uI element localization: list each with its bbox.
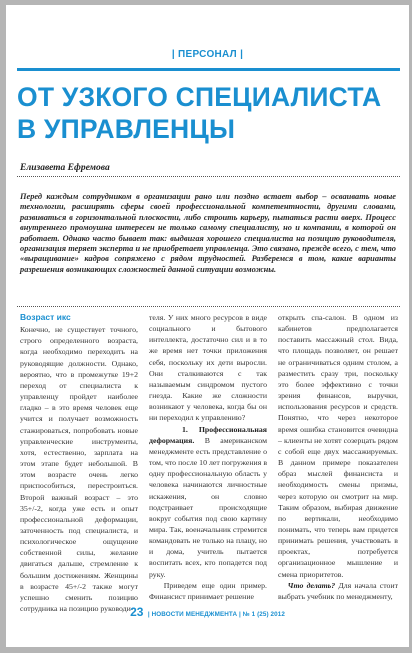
magazine-page	[6, 5, 409, 647]
column-3	[278, 312, 398, 602]
numbered-heading-deformation: 1. Профессиональная деформация.	[149, 424, 267, 445]
column-1	[20, 312, 138, 614]
section-label: | ПЕРСОНАЛ |	[171, 49, 244, 60]
question-label: Что делать?	[287, 580, 336, 590]
column-2-text-c-content: Приведем еще один пример. Финансист принимает решение	[149, 580, 267, 601]
column-1-text: Конечно, не существует точного, строго определенного возраста, когда необходимо переходить на руководящие должности. Однако, вероятно, что в промежутке 19+2 переход от специалиста к управленцу пройдет наиболее гладко – в это время человек еще учится и получает возможность стажироваться, попробовать новые управленческие инструменты, хотя, естественно, зарплата на этом этапе будет небольшой. В этом возрасте очень легко приспособиться, перестроиться. Второй важный возраст – это 35+/-2, когда уже есть и опыт профессиональной деформации, заточенность под специалиста, и психологическое ощущение собственной силы, желание двигаться дальше, стремление к большим достижениям. Женщины в возрасте 45+/-2 также могут успешно сменить позицию сотрудника на позицию руководи-	[20, 325, 138, 614]
author-divider	[17, 176, 400, 177]
lead-divider	[17, 306, 400, 307]
page-number: 23	[130, 605, 144, 619]
page-footer	[6, 603, 409, 621]
column-3-question	[278, 580, 398, 602]
title-rule	[17, 68, 400, 71]
column-2-text-b: В американском менеджменте есть представление о том, что после 10 лет погружения в одну профессиональную область у человека начинаются личностные искажения, он словно подстраивает происходящие вокруг события под свою картину мира. Так, военачальник стремится командовать не только на плацу, но и дома, учитель пытается воспитать всех, кто попадется под руку.	[149, 435, 268, 579]
title-line-1: ОТ УЗКОГО СПЕЦИАЛИСТА	[17, 82, 382, 112]
question-text: Для начала стоит выбрать учебник по менеджменту,	[278, 580, 398, 601]
title-line-2: В УПРАВЛЕНЦЫ	[17, 114, 236, 144]
column-2	[149, 312, 267, 602]
author-name: Елизавета Ефремова	[20, 163, 110, 173]
column-2-paragraph	[149, 424, 267, 580]
column-2-text-c	[149, 580, 267, 602]
column-3-text: открыть спа-салон. В одном из кабинетов предполагается поставить массажный стол. Вида, что площадь позволяет, он решает не ограничиваться одним столом, а разместить сразу три, поскольку это более эффективно с точки зрения финансов, выручки, использования ресурсов и средств. Понятно, что через некоторое время ошибка становится очевидна – клиенты не хотят созерцать рядом с собой еще двух массажируемых. В данном примере показателен образ мыслей финансиста и необходимость смены призмы, через которую он смотрит на мир. Таким образом, выбирая движение по вертикали, необходимо понимать, что теперь вам придется принимать решения, участвовать в проектах, потребуется организационное мышление и смена приоритетов.	[278, 313, 398, 579]
subheading-age: Возраст икс	[20, 312, 71, 322]
column-2-text-a: теля. У них много ресурсов в виде социального и бытового интеллекта, достаточно сил и в то же время нет точки приложения себя, поскольку их дети выросли. Они сталкиваются с так называемым синдромом пустого гнезда. Какие же сложности возникают у человека, когда бы он ни переходил к управлению?	[149, 313, 267, 423]
article-lead: Перед каждым сотрудником в организации рано или поздно встает выбор – осваивать новые технологии, расширять сферы своей профессиональной компетентности, другими словами, развиваться в горизонтальной плоскости, либо строить карьеру, пытаться расти вверх. Процесс внутреннего промоушна интересен не только самому специалисту, но и компании, в которой он работает. Однако часто бывает так: выдвигая хорошего специалиста на позицию руководителя, организация теряет эксперта и не приобретает управленца. Это связано, прежде всего, с тем, что «выращивание» кадров сопряжено с рядом трудностей. Разберемся в том, какие варианты разрешения возникающих сложностей данной ситуации возможны.	[20, 192, 396, 274]
footer-journal: | НОВОСТИ МЕНЕДЖМЕНТА | № 1 (25) 2012	[147, 611, 285, 618]
article-title	[17, 81, 407, 145]
